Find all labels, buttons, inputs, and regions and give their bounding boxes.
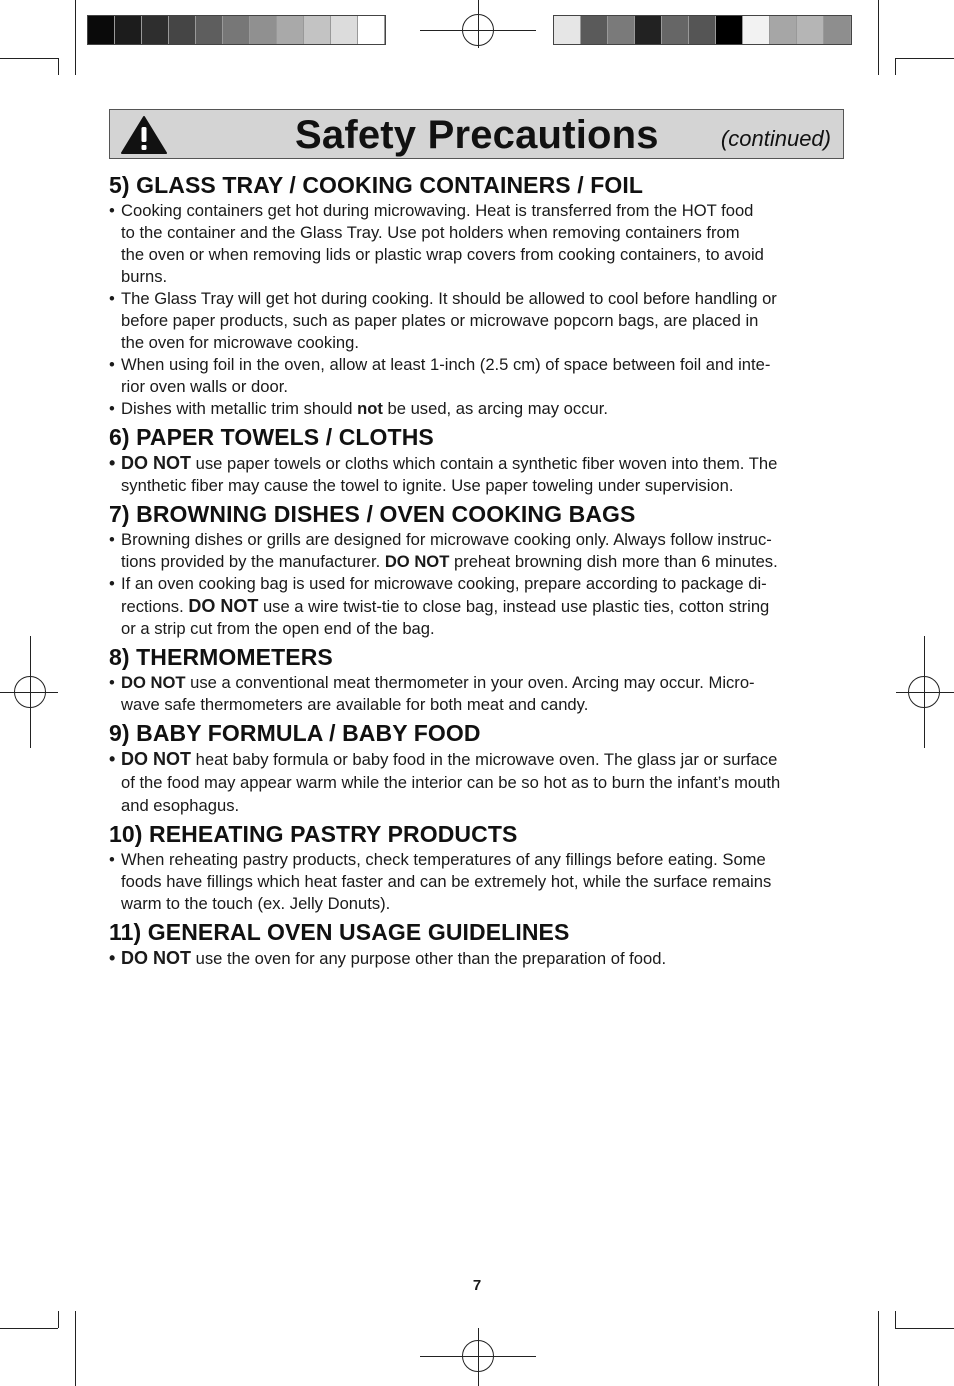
list-item: • Dishes with metallic trim should not be used, as arcing may occur.	[109, 399, 608, 418]
section-heading: 8) THERMOMETERS	[109, 644, 333, 670]
color-swatch	[115, 16, 142, 44]
color-swatch	[743, 16, 770, 44]
color-swatch	[88, 16, 115, 44]
color-swatch	[358, 16, 385, 44]
section-heading: 10) REHEATING PASTRY PRODUCTS	[109, 821, 518, 847]
title-banner	[109, 109, 844, 159]
color-swatch	[797, 16, 824, 44]
color-swatch	[304, 16, 331, 44]
color-swatch	[196, 16, 223, 44]
continued-label: (continued)	[720, 126, 831, 151]
list-item: • If an oven cooking bag is used for microwave cooking, prepare according to package di- rections. DO NOT use a wire twist-tie to close bag, instead use plastic ties, cotton string or a strip cut from the open end of the bag.	[109, 574, 770, 638]
color-swatch	[770, 16, 797, 44]
color-swatch	[142, 16, 169, 44]
color-swatch	[331, 16, 358, 44]
color-swatch	[554, 16, 581, 44]
list-item: • Cooking containers get hot during microwaving. Heat is transferred from the HOT food to the container and the Glass Tray. Use pot holders when removing containers from the oven or when removing lids or plastic wrap covers from cooking containers, to avoid burns.	[109, 201, 764, 286]
color-swatch	[689, 16, 716, 44]
color-swatch	[662, 16, 689, 44]
color-calibration-bar-right	[553, 15, 852, 45]
color-swatch	[169, 16, 196, 44]
section-heading: 5) GLASS TRAY / COOKING CONTAINERS / FOIL	[109, 172, 643, 198]
list-item: • When using foil in the oven, allow at least 1-inch (2.5 cm) of space between foil and inte- rior oven walls or door.	[109, 355, 771, 396]
list-item: • DO NOT use a conventional meat thermometer in your oven. Arcing may occur. Micro- wave safe thermometers are available for both meat and candy.	[109, 673, 755, 714]
page-title: Safety Precautions	[295, 113, 659, 157]
warning-triangle-icon	[120, 115, 168, 155]
section-heading: 6) PAPER TOWELS / CLOTHS	[109, 424, 434, 450]
color-swatch	[824, 16, 851, 44]
color-swatch	[581, 16, 608, 44]
section-heading: 11) GENERAL OVEN USAGE GUIDELINES	[109, 919, 570, 945]
safety-content	[109, 170, 849, 970]
color-swatch	[608, 16, 635, 44]
section-heading: 9) BABY FORMULA / BABY FOOD	[109, 720, 481, 746]
color-swatch	[277, 16, 304, 44]
list-item: • DO NOT use the oven for any purpose other than the preparation of food.	[109, 948, 667, 968]
color-swatch	[250, 16, 277, 44]
color-swatch	[716, 16, 743, 44]
list-item: • DO NOT use paper towels or cloths which contain a synthetic fiber woven into them. The synthetic fiber may cause the towel to ignite. Use paper toweling under supervision.	[109, 453, 778, 495]
list-item: • DO NOT heat baby formula or baby food in the microwave oven. The glass jar or surface of the food may appear warm while the interior can be so hot as to burn the infant’s mouth and esophagus.	[109, 749, 781, 815]
color-swatch	[635, 16, 662, 44]
color-swatch	[223, 16, 250, 44]
section-heading: 7) BROWNING DISHES / OVEN COOKING BAGS	[109, 501, 636, 527]
list-item: • When reheating pastry products, check temperatures of any fillings before eating. Some foods have fillings which heat faster and can be extremely hot, while the surface remains warm to the touch (ex. Jelly Donuts).	[109, 850, 772, 913]
page-number: 7	[472, 1277, 482, 1294]
color-calibration-bar-left	[87, 15, 386, 45]
list-item: • The Glass Tray will get hot during cooking. It should be allowed to cool before handling or before paper products, such as paper plates or microwave popcorn bags, are placed in the oven for microwave cooking.	[109, 289, 777, 352]
list-item: • Browning dishes or grills are designed for microwave cooking only. Always follow instruc- tions provided by the manufacturer. DO NOT preheat browning dish more than 6 minutes.	[109, 530, 778, 571]
